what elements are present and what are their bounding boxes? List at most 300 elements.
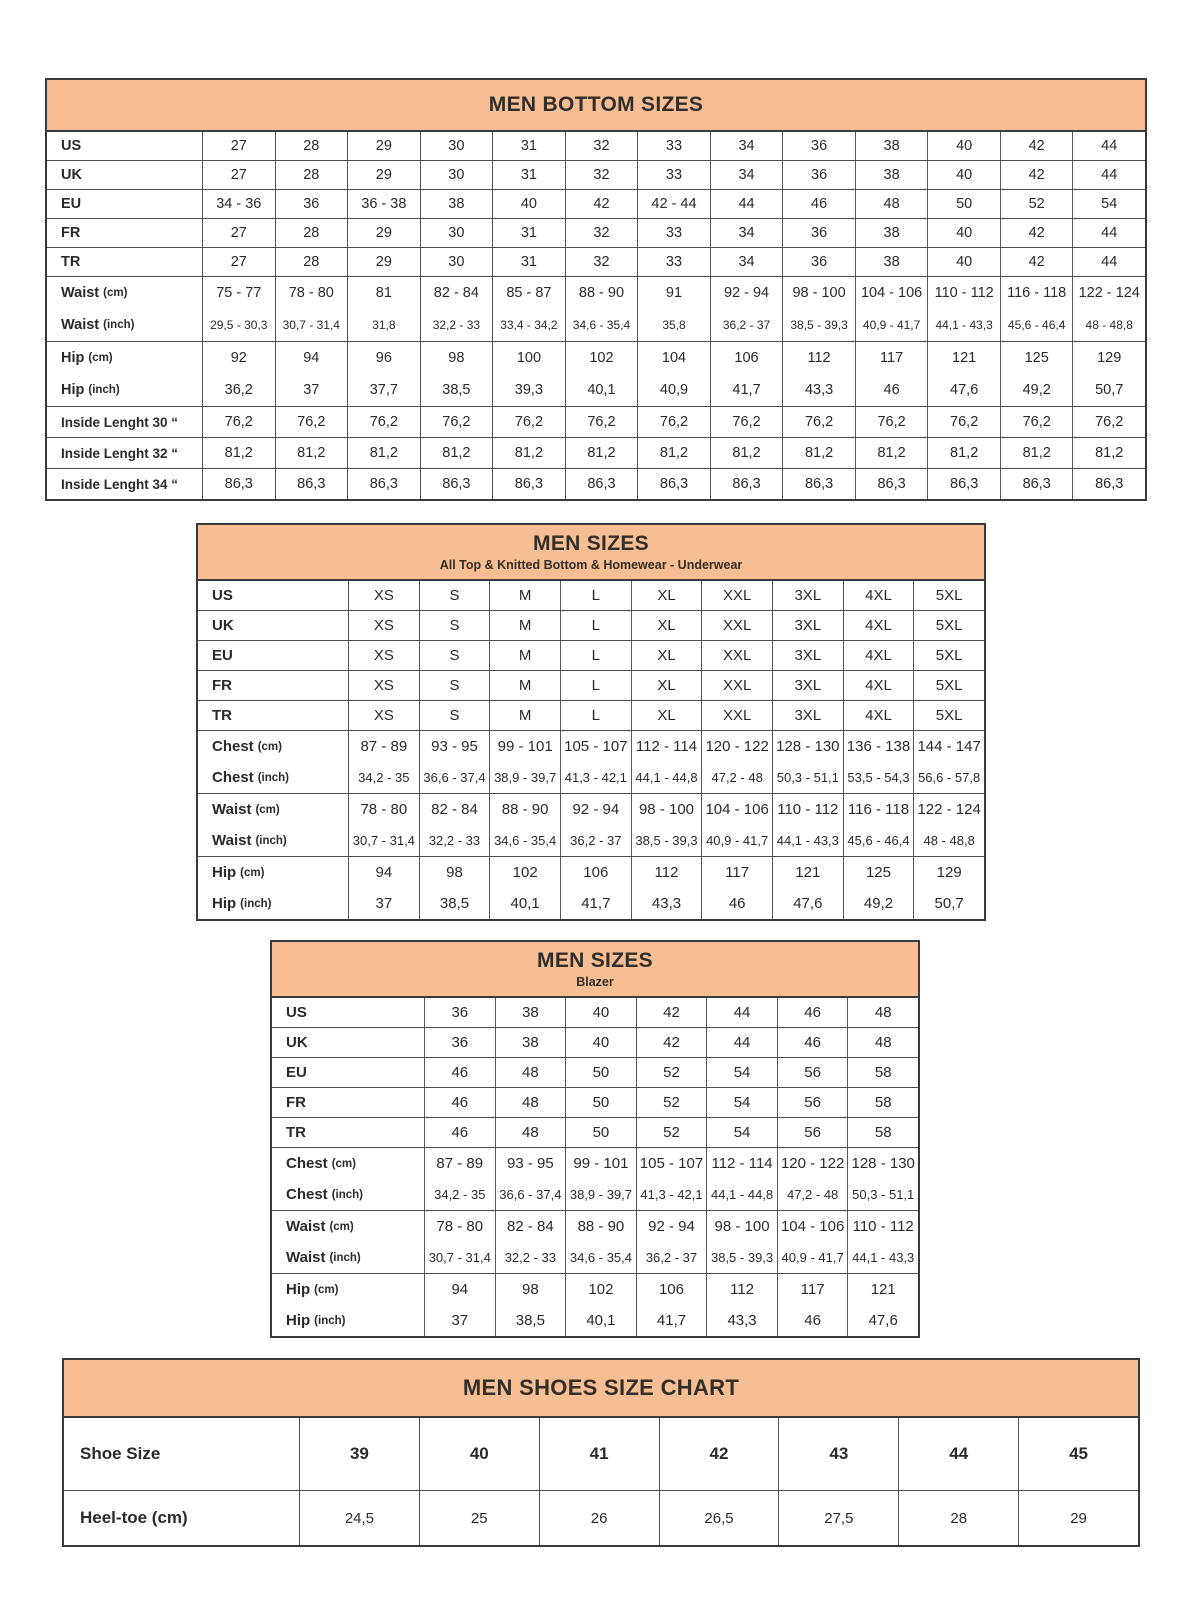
table-cell: 52 (636, 1088, 707, 1117)
table-cell: 28 (275, 219, 348, 247)
table-cell: 86,3 (275, 469, 348, 499)
table-cell: 36,2 (202, 374, 275, 406)
table-cell: 39 (299, 1418, 419, 1490)
table-cell: 34 (710, 219, 783, 247)
table-cell: 46 (782, 190, 855, 218)
table-cell: 31,8 (347, 309, 420, 341)
table-cell: 86,3 (347, 469, 420, 499)
table-cell: 4XL (843, 641, 914, 670)
table-cell: 34,2 - 35 (424, 1179, 495, 1210)
table-cell: 46 (424, 1088, 495, 1117)
table-cell: 81,2 (637, 438, 710, 468)
table-subtitle: Blazer (576, 974, 614, 989)
table-cell: 45 (1018, 1418, 1138, 1490)
table-row-group (198, 730, 984, 793)
table-cell: 48 - 48,8 (913, 825, 984, 856)
row-label-text: US (212, 587, 233, 604)
table-cell: 44 (1072, 132, 1145, 160)
table-cell: 45,6 - 46,4 (1000, 309, 1073, 341)
table-row-group (198, 640, 984, 670)
table-cell: 26 (539, 1491, 659, 1545)
table-cell: L (560, 701, 631, 730)
men-bottom-sizes-body (47, 132, 1145, 499)
row-label (272, 1148, 424, 1179)
table-cell: 94 (424, 1274, 495, 1305)
table-cell: 98 - 100 (782, 277, 855, 309)
row-label-text: Waist (212, 832, 252, 849)
table-cell: 76,2 (637, 407, 710, 437)
table-cell: 121 (847, 1274, 918, 1305)
table-cell: 47,6 (927, 374, 1000, 406)
table-cell: 34 - 36 (202, 190, 275, 218)
table-cell: 44 (898, 1418, 1018, 1490)
table-cell: 38,5 (420, 374, 493, 406)
table-cell: 112 (782, 342, 855, 374)
row-label (272, 1179, 424, 1210)
table-row (64, 1418, 1138, 1490)
table-row (272, 1274, 918, 1305)
table-row (198, 794, 984, 825)
table-cell: 48 (495, 1118, 566, 1147)
table-row-group (198, 610, 984, 640)
row-label-text: Hip (286, 1312, 311, 1329)
table-cell: 96 (347, 342, 420, 374)
table-cell: 40 (565, 998, 636, 1027)
row-label (198, 825, 348, 856)
row-label (47, 132, 202, 160)
table-cell: M (489, 671, 560, 700)
row-label (47, 248, 202, 276)
table-row-group (198, 670, 984, 700)
table-row (47, 342, 1145, 374)
table-cell: 129 (913, 857, 984, 888)
table-cell: 92 - 94 (636, 1211, 707, 1242)
table-row (198, 641, 984, 670)
table-cell: 56 (777, 1118, 848, 1147)
table-cell: 82 - 84 (420, 277, 493, 309)
table-cell: 37,7 (347, 374, 420, 406)
row-label-text: EU (212, 647, 233, 664)
men-sizes-top-table (196, 523, 986, 921)
table-cell: 112 - 114 (631, 731, 702, 762)
table-cell: 38,5 (419, 888, 490, 919)
table-cell: 110 - 112 (847, 1211, 918, 1242)
table-cell: 94 (275, 342, 348, 374)
table-cell: XS (348, 671, 419, 700)
table-cell: 39,3 (492, 374, 565, 406)
table-cell: 106 (560, 857, 631, 888)
table-cell: 120 - 122 (701, 731, 772, 762)
table-cell: 50 (927, 190, 1000, 218)
table-cell: 31 (492, 161, 565, 189)
table-cell: 76,2 (710, 407, 783, 437)
row-label-text: UK (212, 617, 234, 634)
table-row (198, 888, 984, 919)
row-label-unit: (inch) (240, 897, 272, 910)
table-cell: 46 (424, 1118, 495, 1147)
table-title: MEN SIZES (533, 532, 649, 556)
table-cell: 33 (637, 248, 710, 276)
table-cell: 78 - 80 (275, 277, 348, 309)
table-cell: 54 (706, 1058, 777, 1087)
table-cell: XS (348, 581, 419, 610)
row-label (272, 1305, 424, 1336)
row-label-text: UK (286, 1034, 308, 1051)
table-row-group (272, 1117, 918, 1147)
row-label-unit: (inch) (257, 771, 289, 784)
table-row (47, 438, 1145, 468)
row-label (47, 469, 202, 499)
table-cell: 44,1 - 43,3 (847, 1242, 918, 1273)
table-cell: 102 (565, 342, 638, 374)
table-cell: 42 (659, 1418, 779, 1490)
table-cell: 81,2 (492, 438, 565, 468)
table-row (272, 1179, 918, 1210)
table-cell: 31 (492, 219, 565, 247)
table-row (272, 1148, 918, 1179)
table-cell: 5XL (913, 581, 984, 610)
table-cell: 44 (1072, 219, 1145, 247)
table-cell: 3XL (772, 701, 843, 730)
row-label (272, 1242, 424, 1273)
table-cell: 4XL (843, 671, 914, 700)
table-cell: 30 (420, 132, 493, 160)
table-cell: 38,9 - 39,7 (489, 762, 560, 793)
table-cell: 50,3 - 51,1 (772, 762, 843, 793)
table-cell: 50,7 (913, 888, 984, 919)
row-label (198, 611, 348, 640)
table-cell: 43,3 (706, 1305, 777, 1336)
table-cell: 34 (710, 132, 783, 160)
table-cell: 120 - 122 (777, 1148, 848, 1179)
table-cell: 27 (202, 132, 275, 160)
men-shoes-size-chart-header (64, 1360, 1138, 1418)
table-row-group (198, 793, 984, 856)
table-cell: 87 - 89 (424, 1148, 495, 1179)
table-cell: 24,5 (299, 1491, 419, 1545)
table-cell: 41,7 (710, 374, 783, 406)
table-row-group (272, 1027, 918, 1057)
row-label-unit: (inch) (329, 1251, 361, 1264)
table-cell: S (419, 581, 490, 610)
table-cell: 40 (565, 1028, 636, 1057)
table-row (47, 469, 1145, 499)
table-cell: 43,3 (782, 374, 855, 406)
table-cell: 30 (420, 161, 493, 189)
table-cell: 81,2 (1072, 438, 1145, 468)
table-cell: 28 (275, 248, 348, 276)
table-cell: 56 (777, 1058, 848, 1087)
table-cell: 54 (706, 1118, 777, 1147)
table-row (272, 1088, 918, 1117)
row-label-text: Hip (61, 382, 85, 398)
table-cell: 42 (565, 190, 638, 218)
table-row-group (272, 998, 918, 1027)
table-cell: 46 (777, 1028, 848, 1057)
table-cell: XL (631, 701, 702, 730)
table-cell: 32 (565, 132, 638, 160)
row-label-text: US (286, 1004, 307, 1021)
table-cell: 129 (1072, 342, 1145, 374)
table-row (272, 1058, 918, 1087)
table-cell: XXL (701, 671, 772, 700)
table-cell: 52 (636, 1118, 707, 1147)
row-label-unit: (cm) (257, 740, 282, 753)
table-cell: L (560, 671, 631, 700)
table-cell: 47,6 (772, 888, 843, 919)
table-cell: 38,5 (495, 1305, 566, 1336)
row-label (198, 581, 348, 610)
table-cell: 31 (492, 132, 565, 160)
table-cell: 36 (782, 248, 855, 276)
table-cell: 100 (492, 342, 565, 374)
table-row (47, 407, 1145, 437)
table-cell: 121 (927, 342, 1000, 374)
table-cell: 76,2 (855, 407, 928, 437)
table-cell: 81,2 (275, 438, 348, 468)
table-cell: 76,2 (565, 407, 638, 437)
table-cell: 38 (420, 190, 493, 218)
table-cell: 27 (202, 161, 275, 189)
table-cell: 40 (927, 248, 1000, 276)
table-row (47, 132, 1145, 160)
men-bottom-sizes-table (45, 78, 1147, 501)
table-row (272, 1118, 918, 1147)
table-cell: 128 - 130 (847, 1148, 918, 1179)
table-row-group (198, 581, 984, 610)
table-cell: 4XL (843, 611, 914, 640)
table-cell: 41,7 (636, 1305, 707, 1336)
table-cell: 38,5 - 39,3 (631, 825, 702, 856)
table-row (198, 825, 984, 856)
table-row-group (64, 1418, 1138, 1490)
table-cell: 46 (701, 888, 772, 919)
table-row-group (198, 700, 984, 730)
row-label (47, 407, 202, 437)
row-label-unit: (cm) (329, 1220, 354, 1233)
row-label (272, 1118, 424, 1147)
table-title: MEN SIZES (537, 949, 653, 973)
table-cell: 52 (1000, 190, 1073, 218)
table-row (198, 671, 984, 700)
table-cell: 5XL (913, 701, 984, 730)
table-cell: 110 - 112 (927, 277, 1000, 309)
table-cell: 82 - 84 (495, 1211, 566, 1242)
table-cell: 76,2 (202, 407, 275, 437)
table-cell: 76,2 (1072, 407, 1145, 437)
table-cell: 30 (420, 248, 493, 276)
table-row-group (272, 1087, 918, 1117)
table-cell: XL (631, 641, 702, 670)
row-label-text: Waist (286, 1249, 326, 1266)
table-cell: 76,2 (927, 407, 1000, 437)
table-cell: 44 (706, 998, 777, 1027)
table-cell: 104 - 106 (701, 794, 772, 825)
row-label-text: Waist (286, 1218, 326, 1235)
table-cell: 30 (420, 219, 493, 247)
table-row (272, 998, 918, 1027)
table-cell: 98 (495, 1274, 566, 1305)
table-cell: 33 (637, 161, 710, 189)
table-cell: 144 - 147 (913, 731, 984, 762)
table-cell: 40,9 - 41,7 (855, 309, 928, 341)
table-row-group (272, 1210, 918, 1273)
table-cell: 47,6 (847, 1305, 918, 1336)
table-cell: 37 (424, 1305, 495, 1336)
row-label-text: Chest (212, 769, 254, 786)
table-cell: 38 (855, 248, 928, 276)
table-cell: 44 (710, 190, 783, 218)
table-row-group (198, 856, 984, 919)
table-cell: 121 (772, 857, 843, 888)
table-row-group (47, 468, 1145, 499)
row-label-unit: (cm) (331, 1157, 356, 1170)
table-cell: 54 (706, 1088, 777, 1117)
table-row-group (47, 437, 1145, 468)
table-cell: 33,4 - 34,2 (492, 309, 565, 341)
table-cell: 38 (855, 161, 928, 189)
table-cell: 110 - 112 (772, 794, 843, 825)
row-label (47, 374, 202, 406)
table-cell: 40,9 - 41,7 (701, 825, 772, 856)
row-label-text: Hip (212, 864, 237, 881)
table-cell: 5XL (913, 671, 984, 700)
table-cell: 81,2 (1000, 438, 1073, 468)
table-cell: 86,3 (855, 469, 928, 499)
row-label (47, 438, 202, 468)
table-cell: 32,2 - 33 (495, 1242, 566, 1273)
table-cell: 104 (637, 342, 710, 374)
table-cell: 116 - 118 (1000, 277, 1073, 309)
table-cell: 42 (636, 1028, 707, 1057)
table-cell: 93 - 95 (495, 1148, 566, 1179)
table-cell: 122 - 124 (913, 794, 984, 825)
table-cell: 38 (855, 132, 928, 160)
table-cell: XXL (701, 611, 772, 640)
table-row (198, 731, 984, 762)
table-cell: S (419, 611, 490, 640)
table-cell: L (560, 611, 631, 640)
table-cell: 45,6 - 46,4 (843, 825, 914, 856)
row-label-text: Inside Lenght 34 “ (61, 476, 179, 492)
table-row-group (47, 189, 1145, 218)
table-row-group (272, 1057, 918, 1087)
table-cell: 92 - 94 (560, 794, 631, 825)
table-cell: 30,7 - 31,4 (424, 1242, 495, 1273)
table-cell: 102 (565, 1274, 636, 1305)
table-cell: 86,3 (565, 469, 638, 499)
table-cell: 88 - 90 (489, 794, 560, 825)
table-cell: 98 (419, 857, 490, 888)
table-cell: 81,2 (710, 438, 783, 468)
table-cell: 112 (706, 1274, 777, 1305)
table-cell: 29 (347, 132, 420, 160)
table-cell: 86,3 (420, 469, 493, 499)
table-cell: 36 (782, 161, 855, 189)
row-label-unit: (cm) (240, 866, 265, 879)
table-cell: 76,2 (420, 407, 493, 437)
table-cell: 27 (202, 219, 275, 247)
table-row (47, 248, 1145, 276)
table-cell: XXL (701, 581, 772, 610)
table-cell: 40,9 - 41,7 (777, 1242, 848, 1273)
table-cell: 32,2 - 33 (419, 825, 490, 856)
table-cell: 42 (1000, 161, 1073, 189)
table-cell: 87 - 89 (348, 731, 419, 762)
table-cell: 43 (778, 1418, 898, 1490)
table-cell: 34 (710, 161, 783, 189)
table-cell: 106 (636, 1274, 707, 1305)
row-label-unit: (inch) (255, 834, 287, 847)
table-row (47, 309, 1145, 341)
table-cell: 50 (565, 1088, 636, 1117)
row-label-unit: (inch) (88, 384, 120, 396)
table-cell: 54 (1072, 190, 1145, 218)
row-label-text: TR (61, 254, 81, 270)
table-cell: 38,9 - 39,7 (565, 1179, 636, 1210)
row-label-text: TR (286, 1124, 306, 1141)
row-label-text: Hip (286, 1281, 311, 1298)
row-label-text: Chest (212, 738, 254, 755)
table-cell: 40 (927, 132, 1000, 160)
table-cell: 112 - 114 (706, 1148, 777, 1179)
table-cell: 38,5 - 39,3 (782, 309, 855, 341)
table-cell: M (489, 611, 560, 640)
men-sizes-top-header (198, 525, 984, 581)
table-cell: 27 (202, 248, 275, 276)
row-label-text: UK (61, 167, 82, 183)
row-label (198, 731, 348, 762)
table-cell: L (560, 581, 631, 610)
table-cell: 48 (855, 190, 928, 218)
table-cell: 32 (565, 219, 638, 247)
table-cell: 48 (847, 998, 918, 1027)
table-row (272, 1242, 918, 1273)
table-cell: 81,2 (565, 438, 638, 468)
table-cell: 50 (565, 1118, 636, 1147)
table-cell: XL (631, 671, 702, 700)
table-cell: XL (631, 581, 702, 610)
table-cell: 36,6 - 37,4 (419, 762, 490, 793)
table-cell: 81,2 (782, 438, 855, 468)
table-cell: 93 - 95 (419, 731, 490, 762)
table-cell: 98 (420, 342, 493, 374)
table-cell: 48 (495, 1058, 566, 1087)
table-cell: 86,3 (202, 469, 275, 499)
table-cell: 29,5 - 30,3 (202, 309, 275, 341)
table-cell: 41,3 - 42,1 (560, 762, 631, 793)
table-row (47, 190, 1145, 218)
table-cell: 43,3 (631, 888, 702, 919)
table-cell: 37 (275, 374, 348, 406)
table-cell: 86,3 (710, 469, 783, 499)
table-cell: 58 (847, 1088, 918, 1117)
table-cell: 40 (419, 1418, 539, 1490)
table-cell: 76,2 (492, 407, 565, 437)
table-row-group (272, 1147, 918, 1210)
table-cell: 99 - 101 (565, 1148, 636, 1179)
row-label-text: Waist (61, 317, 100, 333)
table-row-group (47, 406, 1145, 437)
table-cell: 112 (631, 857, 702, 888)
table-cell: 76,2 (782, 407, 855, 437)
table-cell: 38 (495, 1028, 566, 1057)
table-cell: 34,6 - 35,4 (489, 825, 560, 856)
table-cell: 42 (1000, 132, 1073, 160)
table-cell: 27,5 (778, 1491, 898, 1545)
table-cell: 125 (1000, 342, 1073, 374)
row-label-text: Chest (286, 1186, 328, 1203)
